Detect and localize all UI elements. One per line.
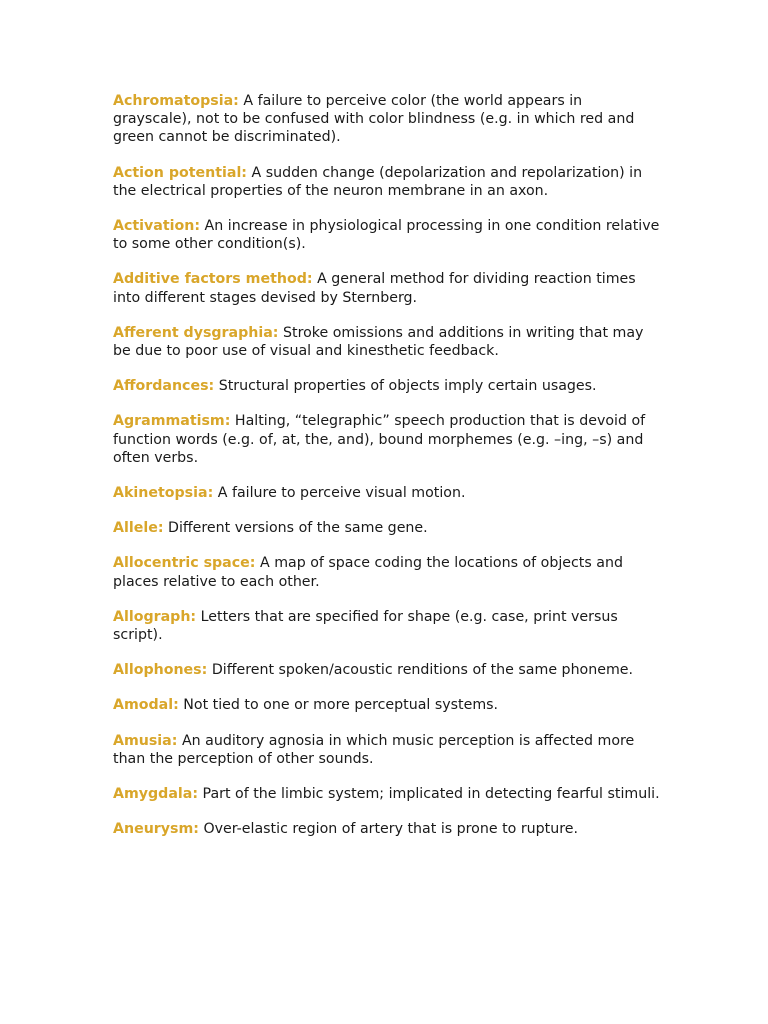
glossary-entry-action-potential bbox=[113, 164, 663, 200]
glossary-entry-allele bbox=[113, 519, 663, 537]
glossary-definition: Different spoken/acoustic renditions of the same phoneme. bbox=[211, 662, 634, 679]
glossary-definition: Different versions of the same gene. bbox=[168, 520, 428, 537]
glossary-page bbox=[113, 92, 663, 855]
glossary-term: Amygdala: bbox=[113, 786, 199, 803]
glossary-term: Allocentric space: bbox=[113, 555, 256, 572]
glossary-definition: An increase in physiological processing in one condition relative to some other condition(s). bbox=[113, 218, 660, 253]
glossary-term: Action potential: bbox=[113, 164, 247, 181]
glossary-entry-akinetopsia bbox=[113, 484, 663, 502]
glossary-entry-additive-factors-method bbox=[113, 270, 663, 306]
glossary-entry-activation bbox=[113, 217, 663, 253]
glossary-term: Achromatopsia: bbox=[113, 93, 239, 109]
glossary-definition: A failure to perceive visual motion. bbox=[217, 485, 466, 502]
glossary-definition: Letters that are specified for shape (e.g. case, print versus script). bbox=[113, 608, 618, 644]
glossary-term: Aneurysm: bbox=[113, 821, 199, 838]
glossary-term: Amodal: bbox=[113, 697, 179, 714]
glossary-term: Akinetopsia: bbox=[113, 485, 214, 502]
glossary-definition: A general method for dividing reaction times into different stages devised by Sternberg. bbox=[113, 271, 636, 306]
glossary-entry-amusia bbox=[113, 732, 663, 768]
glossary-term: Allograph: bbox=[113, 608, 197, 625]
glossary-definition: A failure to perceive color (the world appears in grayscale), not to be confused with color blindness (e.g. in which red and green cannot be discriminated). bbox=[113, 93, 635, 146]
glossary-definition: Over-elastic region of artery that is prone to rupture. bbox=[203, 821, 578, 838]
glossary-entry-amodal bbox=[113, 696, 663, 714]
glossary-definition: Not tied to one or more perceptual systems. bbox=[183, 697, 499, 714]
glossary-entry-amygdala bbox=[113, 785, 663, 803]
glossary-entry-affordances bbox=[113, 377, 663, 395]
glossary-definition: Part of the limbic system; implicated in detecting fearful stimuli. bbox=[202, 786, 660, 803]
glossary-term: Agrammatism: bbox=[113, 413, 231, 430]
glossary-definition: An auditory agnosia in which music perception is affected more than the perception of other sounds. bbox=[113, 732, 635, 767]
glossary-term: Activation: bbox=[113, 218, 201, 235]
glossary-definition: A sudden change (depolarization and repolarization) in the electrical properties of the neuron membrane in an axon. bbox=[113, 164, 643, 199]
glossary-term: Allele: bbox=[113, 520, 164, 537]
glossary-entry-agrammatism bbox=[113, 412, 663, 467]
glossary-term: Amusia: bbox=[113, 732, 178, 749]
glossary-entry-allograph bbox=[113, 608, 663, 644]
glossary-definition: A map of space coding the locations of objects and places relative to each other. bbox=[113, 555, 623, 590]
glossary-entry-achromatopsia bbox=[113, 92, 663, 147]
glossary-definition: Structural properties of objects imply certain usages. bbox=[218, 378, 597, 395]
glossary-term: Additive factors method: bbox=[113, 271, 313, 288]
glossary-entry-aneurysm bbox=[113, 820, 663, 838]
glossary-definition: Stroke omissions and additions in writing that may be due to poor use of visual and kinesthetic feedback. bbox=[113, 324, 644, 360]
glossary-definition: Halting, “telegraphic” speech production that is devoid of function words (e.g. of, at, the, and), bound morphemes (e.g. –ing, –s) and often verbs. bbox=[113, 413, 646, 466]
glossary-term: Afferent dysgraphia: bbox=[113, 324, 279, 341]
glossary-entry-afferent-dysgraphia bbox=[113, 324, 663, 360]
glossary-term: Affordances: bbox=[113, 378, 215, 395]
glossary-entry-allocentric-space bbox=[113, 554, 663, 590]
glossary-entry-allophones bbox=[113, 661, 663, 679]
glossary-term: Allophones: bbox=[113, 662, 208, 679]
